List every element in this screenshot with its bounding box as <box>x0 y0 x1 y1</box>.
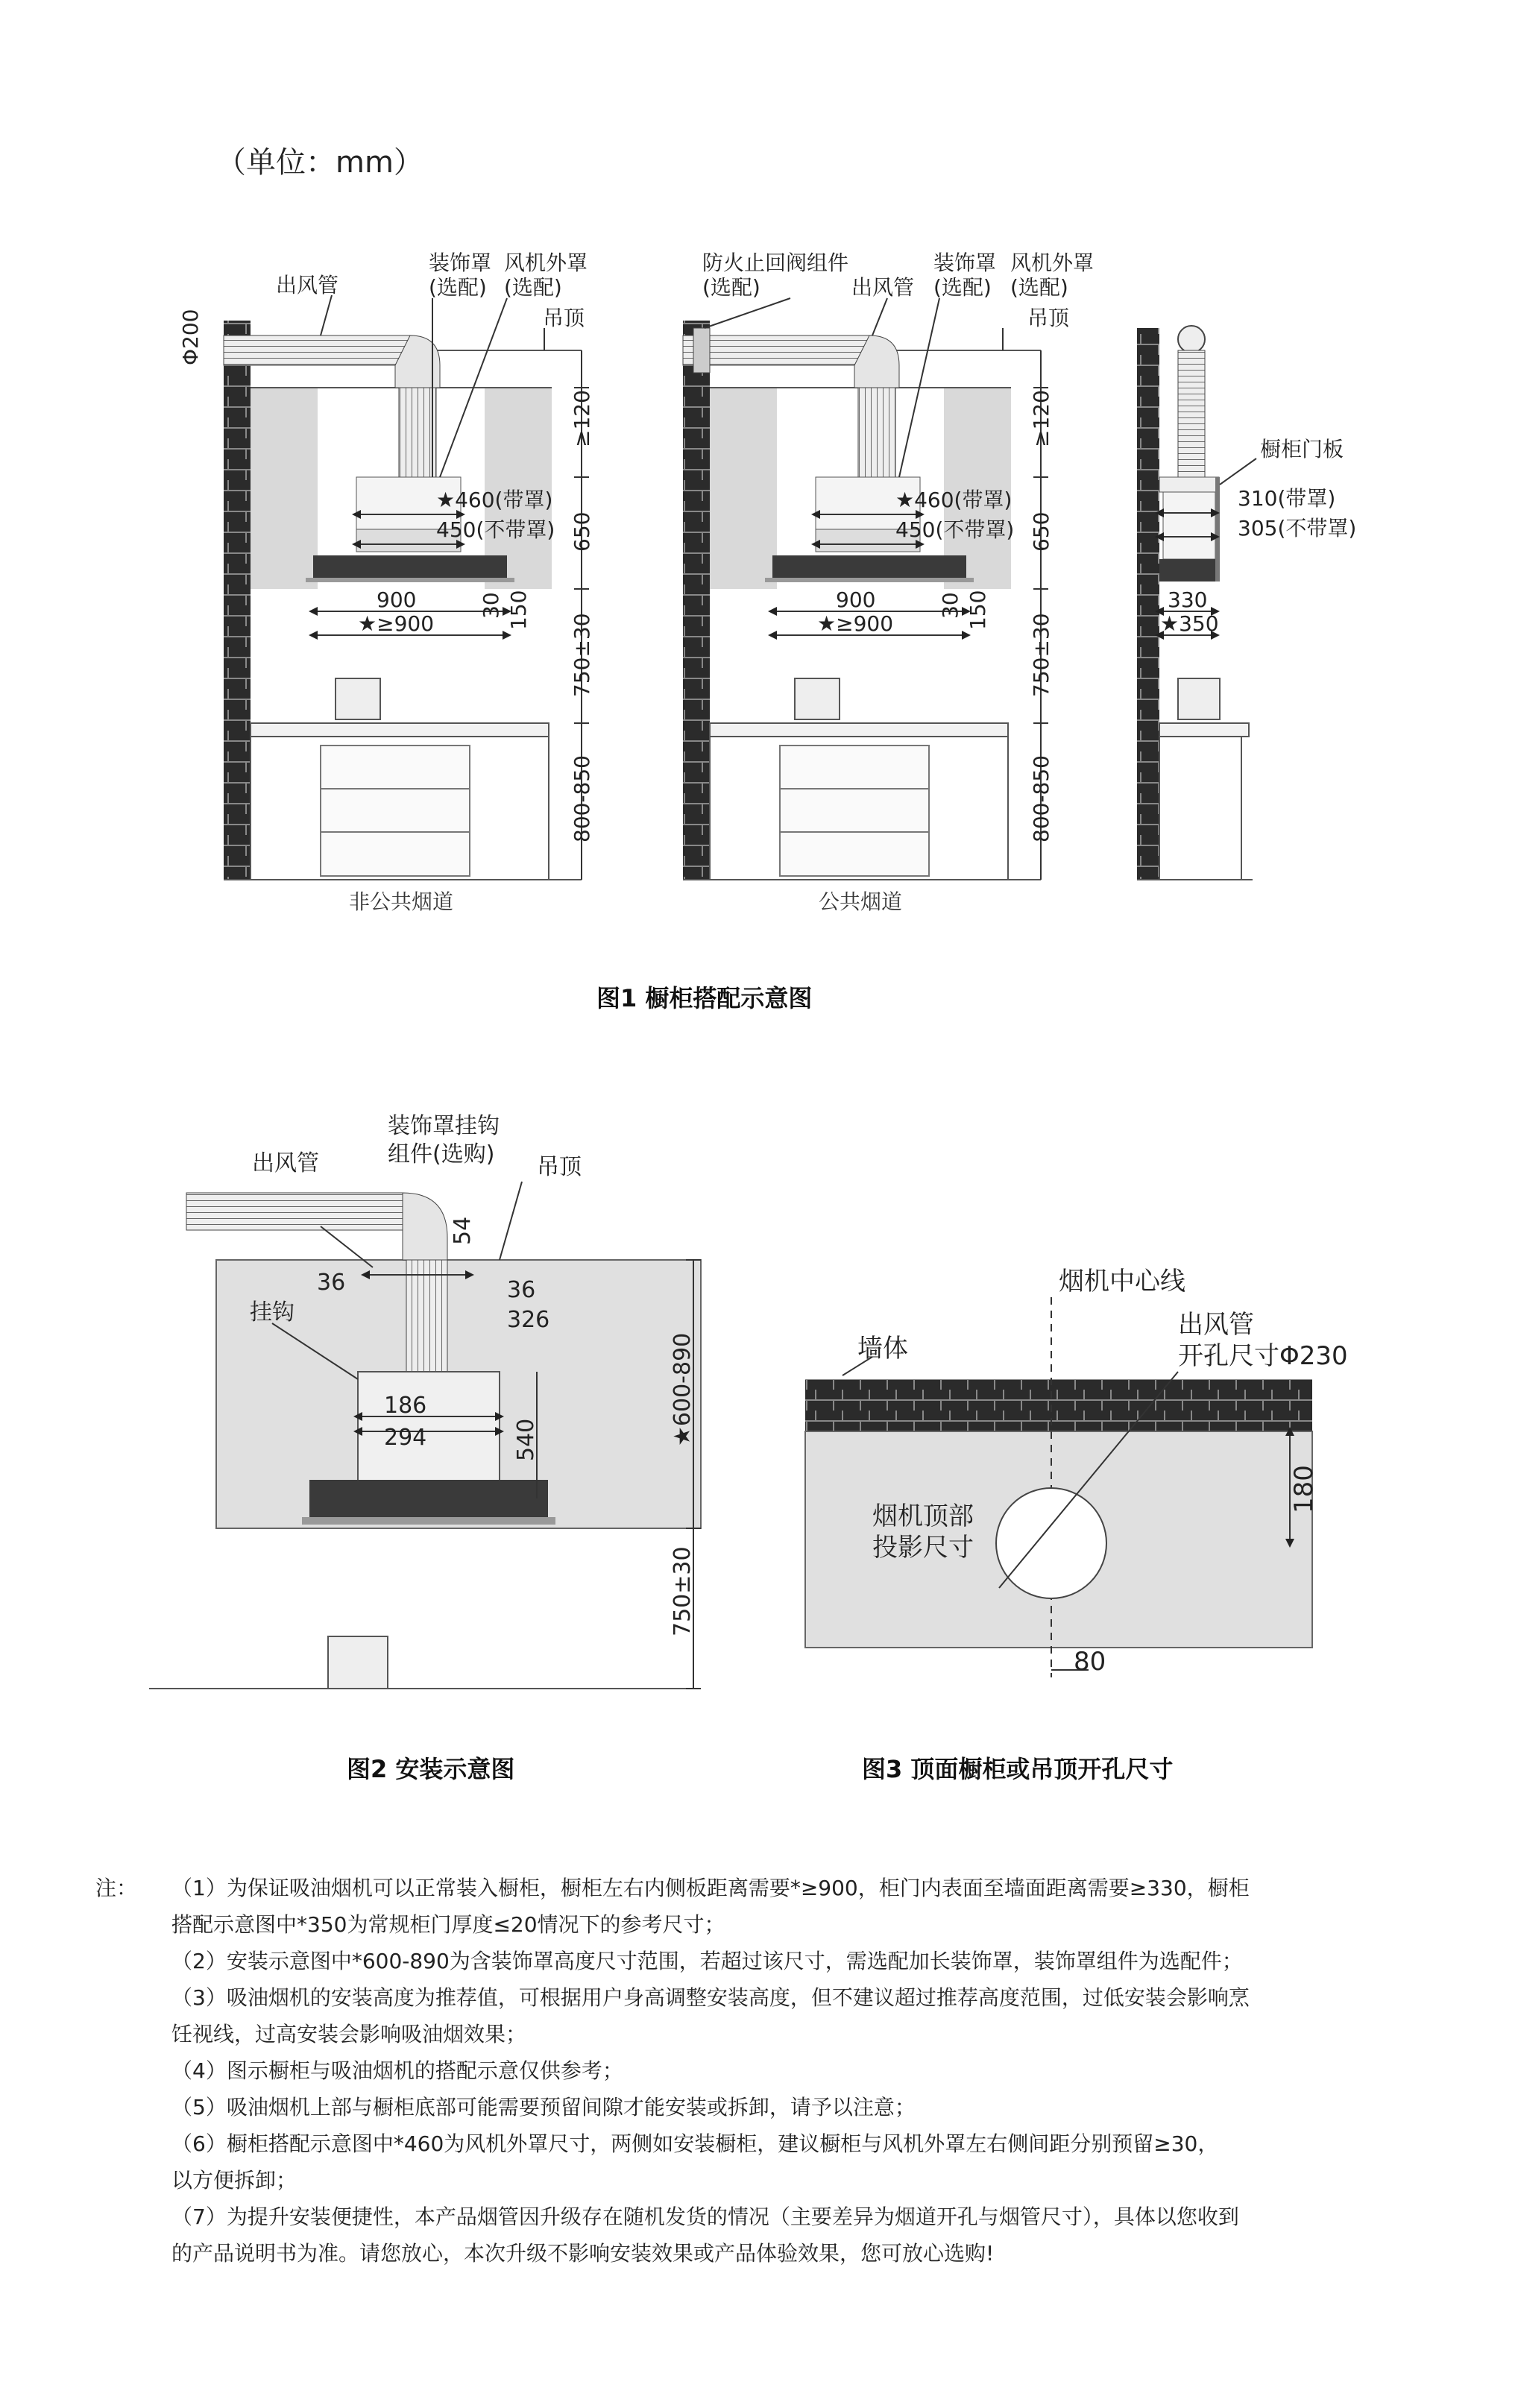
wall-brick <box>224 321 251 880</box>
fig2-d540: 540 <box>513 1418 539 1461</box>
note-line: （1）为保证吸油烟机可以正常装入橱柜，橱柜左右内侧板距离需要*≥900，柜门内表面至墙面距离需要≥330，橱柜 <box>171 1876 1250 1900</box>
fig1-left-fan-optional: (选配) <box>504 275 562 300</box>
fig1-left-d800: 800-850 <box>570 755 594 842</box>
note-line: （5）吸油烟机上部与橱柜底部可能需要预留间隙才能安装或拆卸，请予以注意； <box>171 2095 916 2119</box>
fig1-mid-decor-cover: 装饰罩 <box>933 250 997 275</box>
fig1-left-d900: 900 <box>377 587 417 612</box>
fig1-left-decor-cover: 装饰罩 <box>429 250 492 275</box>
note-line: 的产品说明书为准。请您放心，本次升级不影响安装效果或产品体验效果，您可放心选购! <box>171 2241 995 2266</box>
fig2-hook-assembly-1: 装饰罩挂钩 <box>388 1113 500 1139</box>
fig3-center-line: 烟机中心线 <box>1059 1267 1185 1296</box>
fig1-left-ge120: ≥120 <box>570 390 594 447</box>
note-line: （4）图示橱柜与吸油烟机的搭配示意仅供参考； <box>171 2058 623 2083</box>
note-line: 搭配示意图中*350为常规柜门厚度≤20情况下的参考尺寸； <box>171 1912 725 1937</box>
fig1-mid-d650: 650 <box>1029 511 1054 552</box>
fig2-d600: ★600-890 <box>670 1332 696 1446</box>
fig3-wall: 墙体 <box>857 1334 908 1364</box>
fig2-d36b: 36 <box>507 1277 536 1303</box>
fig1-mid-d450: 450(不带罩) <box>895 517 1015 542</box>
fig1-mid-dge900: ★≥900 <box>817 611 894 636</box>
fig1-left-dge900: ★≥900 <box>358 611 435 636</box>
fig2-d54: 54 <box>450 1216 476 1245</box>
fig1-left-d460: ★460(带罩) <box>436 488 553 512</box>
unit-label: （单位：mm） <box>216 145 423 180</box>
note-line: （6）橱柜搭配示意图中*460为风机外罩尺寸，两侧如安装橱柜，建议橱柜与风机外罩左右侧间距分别预留≥30， <box>171 2131 1219 2156</box>
fig1-mid-decor-optional: (选配) <box>933 275 992 300</box>
fig2-d326: 326 <box>507 1307 550 1333</box>
fig1-mid-d150: 150 <box>966 590 990 630</box>
fig1-right-d350: ★350 <box>1160 611 1219 636</box>
fig1-left-d750: 750±30 <box>570 613 594 697</box>
fig1-left-decor-optional: (选配) <box>429 275 487 300</box>
fig3-d180: 180 <box>1289 1465 1319 1513</box>
notes-section <box>95 1870 1363 2272</box>
fig1-right-d330: 330 <box>1168 587 1208 612</box>
fig1-mid-ge120: ≥120 <box>1029 390 1054 447</box>
fig3-duct-hole-1: 出风管 <box>1178 1310 1254 1340</box>
fig2-hook-assembly-2: 组件(选购) <box>388 1141 495 1167</box>
fig2-d36a: 36 <box>317 1270 346 1296</box>
fig1-left-d30: 30 <box>479 592 503 619</box>
note-line: （7）为提升安装便捷性，本产品烟管因升级存在随机发货的情况（主要差异为烟道开孔与烟管尺寸），具体以您收到 <box>171 2204 1239 2229</box>
fig1-left-duct-label: 出风管 <box>276 273 339 297</box>
fig1-mid-ceiling: 吊顶 <box>1027 306 1070 330</box>
fig1-left-d150: 150 <box>506 590 531 630</box>
fig1-mid-fan-cover: 风机外罩 <box>1010 250 1095 275</box>
figure-3-diagram <box>775 1223 1491 1715</box>
fig1-mid-fire-optional: (选配) <box>702 275 760 300</box>
fig1-mid-d900: 900 <box>836 587 876 612</box>
fig1-right-d310: 310(带罩) <box>1238 486 1336 511</box>
fig1-left-phi200: Φ200 <box>178 309 203 365</box>
note-line: （3）吸油烟机的安装高度为推荐值，可根据用户身高调整安装高度，但不建议超过推荐高度范围，过低安装会影响烹 <box>171 1985 1250 2010</box>
fig3-projection-2: 投影尺寸 <box>872 1533 974 1563</box>
fig1-right-cabinet-door: 橱柜门板 <box>1260 437 1344 461</box>
fig2-d186: 186 <box>384 1393 427 1419</box>
fig2-d294: 294 <box>384 1425 427 1451</box>
fig3-caption: 图3 顶面橱柜或吊顶开孔尺寸 <box>862 1755 1174 1783</box>
fig1-mid-d30: 30 <box>938 592 963 619</box>
fig1-left-fan-cover: 风机外罩 <box>504 250 588 275</box>
fig3-d80: 80 <box>1074 1647 1106 1677</box>
fig3-projection-1: 烟机顶部 <box>872 1501 974 1531</box>
notes-label: 注： <box>95 1876 138 1900</box>
fig1-mid-duct-label: 出风管 <box>851 275 915 300</box>
fig1-mid-d800: 800-850 <box>1029 755 1054 842</box>
fig1-caption: 图1 橱柜搭配示意图 <box>596 984 813 1012</box>
fig2-ceiling: 吊顶 <box>537 1154 582 1180</box>
fig1-right-d305: 305(不带罩) <box>1238 516 1357 540</box>
fig1-mid-fire-valve: 防火止回阀组件 <box>702 250 849 275</box>
fig1-mid-d750: 750±30 <box>1029 613 1054 697</box>
fig2-caption: 图2 安装示意图 <box>347 1755 515 1783</box>
fig1-left-ceiling: 吊顶 <box>543 306 585 330</box>
note-line: 以方便拆卸； <box>171 2168 297 2193</box>
figure-2-diagram <box>0 1081 746 1715</box>
figure-1-diagram <box>0 0 1518 932</box>
fig1-mid-fan-optional: (选配) <box>1010 275 1068 300</box>
fig2-duct-label: 出风管 <box>252 1150 319 1176</box>
fig1-right-caption: 公共烟道 <box>819 889 903 914</box>
note-line: （2）安装示意图中*600-890为含装饰罩高度尺寸范围，若超过该尺寸，需选配加长装饰罩，装饰罩组件为选配件； <box>171 1949 1243 1973</box>
fig1-mid-d460: ★460(带罩) <box>895 488 1012 512</box>
fig1-left-caption: 非公共烟道 <box>349 889 454 914</box>
fig2-hook: 挂钩 <box>250 1299 295 1326</box>
fig1-left-d450: 450(不带罩) <box>436 517 555 542</box>
fig3-duct-hole-2: 开孔尺寸Φ230 <box>1178 1341 1348 1371</box>
fig2-d750: 750±30 <box>670 1546 696 1636</box>
note-line: 饪视线，过高安装会影响吸油烟效果； <box>171 2022 527 2046</box>
fig1-left-d650: 650 <box>570 511 594 552</box>
